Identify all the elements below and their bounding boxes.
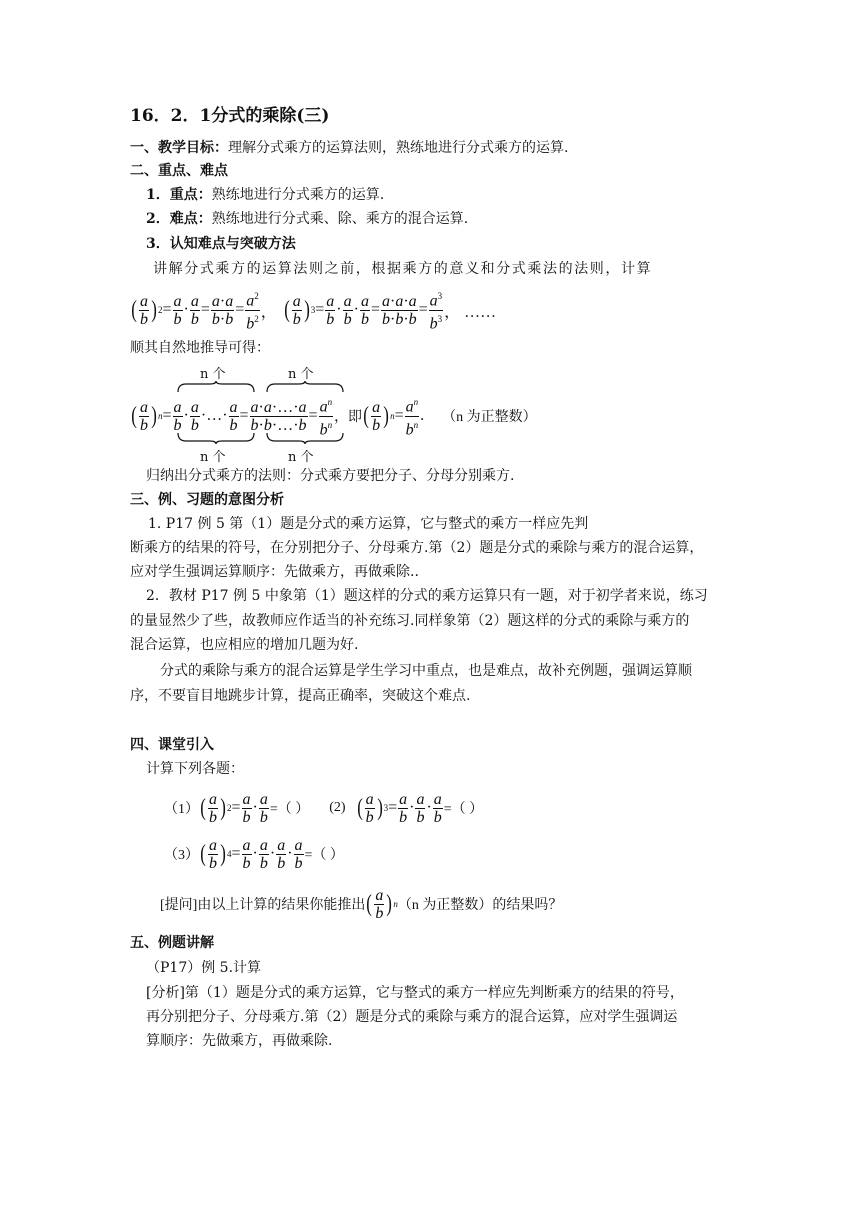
section-objectives: [130, 138, 568, 158]
n-count-label: n 个: [288, 450, 314, 465]
section-examples: 五、例题讲解: [130, 935, 214, 951]
analysis-3-line-2: 序，不要盲目地跳步计算，提高正确率，突破这个难点.: [130, 688, 471, 704]
n-note: （n 为正整数）: [442, 410, 537, 425]
keypoint-3: 3．认知难点与突破方法: [146, 236, 296, 252]
example-analysis-2: 再分别把分子、分母乘方.第（2）题是分式的乘除与乘方的混合运算，应对学生强调运: [146, 1009, 678, 1025]
example-heading: （P17）例 5.计算: [146, 960, 262, 976]
n-count-label: n 个: [200, 367, 226, 382]
example-analysis-1: [分析]第（1）题是分式的乘方运算，它与整式的乘方一样应先判断乘方的结果的符号，: [146, 985, 684, 1001]
exercise-row-2: （3） ( a b ) 4 = a b · a b · a b · $\frac{a}{b}$ =（ ）: [164, 836, 344, 872]
section-keypoints: 二、重点、难点: [130, 163, 228, 179]
q2-label: (2): [329, 800, 346, 815]
keypoint-label: 1．重点：: [146, 187, 212, 203]
answer-blank: =（ ）: [443, 802, 484, 817]
question-prefix: [提问]由以上计算的结果你能推出: [160, 898, 366, 913]
section-intro: 四、课堂引入: [130, 737, 214, 753]
q1-label: （1）: [164, 802, 199, 817]
rule-text: 归纳出分式乘方的法则：分式乘方要把分子、分母分别乘方.: [146, 468, 515, 484]
question-line: [提问]由以上计算的结果你能推出 ( a b ) n （n 为正整数）的结果吗？: [160, 886, 563, 922]
calc-prompt: 计算下列各题：: [146, 761, 244, 777]
analysis-1-line-2: 断乘方的结果的符号，在分别把分子、分母乘方.第（2）题是分式的乘除与乘方的混合运算，: [130, 540, 704, 556]
answer-blank: =（ ）: [304, 848, 344, 863]
analysis-3-line-1: 分式的乘除与乘方的混合运算是学生学习中重点，也是难点，故补充例题，强调运算顺: [160, 663, 692, 679]
bottom-brace-2: [265, 432, 345, 444]
analysis-1-line-1: 1. P17 例 5 第（1）题是分式的乘方运算，它与整式的乘方一样应先判: [148, 516, 589, 532]
q3-label: （3）: [164, 848, 199, 863]
analysis-2-line-3: 混合运算，也应相应的增加几题为好.: [130, 637, 359, 653]
exercise-row-1: （1） ( a b ) 2 = a b · $\frac{a}{b}$ =（ ） (2) ( a b ) 3 = a b · a b · $\frac{a}{b}$ =（ ）: [164, 790, 484, 826]
n-count-label: n 个: [200, 450, 226, 465]
page-title: 16．2．1分式的乘除(三): [130, 106, 330, 126]
bottom-brace-1: [176, 432, 256, 444]
analysis-2-line-2: 的量显然少了些，故教师应作适当的补充练习.同样象第（2）题这样的分式的乘除与乘方的: [130, 613, 690, 629]
objectives-text: 理解分式乘方的运算法则，熟练地进行分式乘方的运算.: [228, 140, 569, 156]
example-analysis-3: 算顺序：先做乘方，再做乘除.: [146, 1033, 333, 1049]
keypoint-2: [146, 209, 468, 229]
section-label: 一、教学目标：: [130, 140, 228, 156]
keypoint-label: 2．难点：: [146, 211, 212, 227]
keypoint-text: 熟练地进行分式乘、除、乘方的混合运算.: [211, 211, 469, 227]
top-brace-2: [265, 381, 345, 393]
answer-blank: =（ ）: [269, 802, 310, 817]
keypoint-1: [146, 185, 384, 205]
method-paragraph: 讲解分式乘方的运算法则之前，根据乘方的意义和分式乘法的法则，计算: [153, 261, 653, 277]
question-suffix: （n 为正整数）的结果吗？: [397, 898, 563, 913]
analysis-2-line-1: 2．教材 P17 例 5 中象第（1）题这样的分式的乘方运算只有一题，对于初学者来说，练习: [146, 588, 708, 604]
derive-text: 顺其自然地推导可得：: [130, 340, 270, 356]
top-brace-1: [176, 381, 256, 393]
n-count-label: n 个: [288, 367, 314, 382]
keypoint-text: 熟练地进行分式乘方的运算.: [211, 187, 385, 203]
formula-square-cube: ( a b ) 2 = a b · a b = a·a b·b = $a^2$ $b^2$ ， ( a b ) 3 = a b · a b · a b = a·a·a b·b·b = $a^3$ $b^3$ ， ……: [130, 288, 496, 332]
section-analysis: 三、例、习题的意图分析: [130, 492, 284, 508]
formula-nth-power: ( a b ) n = a b · a b ·…· a b = a·a·…·a b·b·…·b = $a^n$ $b^n$ ，即 ( a b ) n = $a^n$ $b^n$ . （n 为正整数）: [130, 394, 537, 438]
ji-text: ，即: [334, 410, 363, 425]
analysis-1-line-3: 应对学生强调运算顺序：先做乘方，再做乘除..: [130, 564, 419, 580]
